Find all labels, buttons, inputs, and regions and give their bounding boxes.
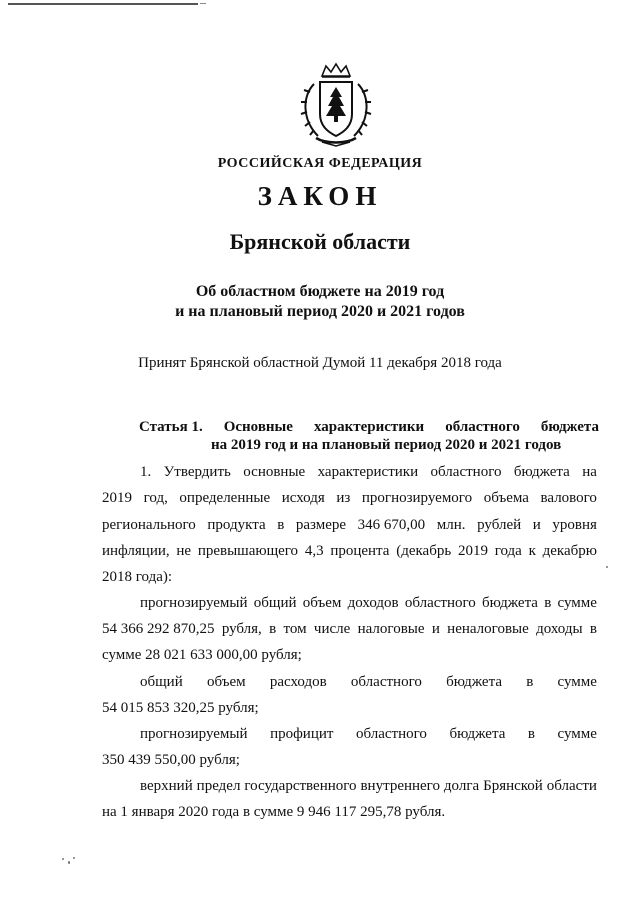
word: Брянской — [483, 778, 543, 794]
word: на — [582, 464, 597, 480]
article-heading-line-1 — [139, 419, 599, 436]
word: валового — [540, 490, 597, 506]
word: областного — [355, 726, 427, 742]
paragraph-1-line-1 — [140, 464, 597, 481]
word: превышающего — [197, 543, 299, 559]
word: уровня — [552, 517, 597, 533]
word: в — [589, 621, 597, 637]
word: бюджета — [513, 464, 570, 480]
article-word: областного — [445, 419, 520, 435]
word: 4,3 — [304, 543, 324, 559]
paragraph-5-line-1 — [140, 778, 597, 795]
paragraph-2-line-3: сумме 28 021 633 000,00 рубля; — [102, 647, 302, 663]
paragraph-1-line-2 — [102, 490, 597, 507]
law-subject-line-1: Об областном бюджете на 2019 год — [195, 283, 445, 300]
word: том — [283, 621, 307, 637]
word: рублей — [477, 517, 522, 533]
word: в — [269, 621, 277, 637]
word: прогнозируемый — [140, 595, 248, 611]
word: расходов — [269, 674, 327, 690]
word: неналоговые — [447, 621, 529, 637]
word: объема — [483, 490, 529, 506]
word: млн. — [436, 517, 466, 533]
word: в — [277, 517, 285, 533]
paragraph-2-line-1 — [140, 595, 597, 612]
word: областного — [404, 595, 476, 611]
word: доходов — [347, 595, 399, 611]
paragraph-4-line-1 — [140, 726, 597, 743]
word: и — [431, 621, 440, 637]
adoption-note: Принят Брянской областной Думой 11 декабря 2018 года — [138, 355, 502, 371]
document-type-title: ЗАКОН — [257, 181, 383, 211]
word: сумме — [557, 726, 597, 742]
word: декабрю — [542, 543, 597, 559]
word: долга — [443, 778, 480, 794]
word: года — [494, 543, 522, 559]
word: исходя — [281, 490, 325, 506]
scan-speck — [73, 857, 75, 859]
word: к — [528, 543, 536, 559]
word: характеристики — [317, 464, 419, 480]
word: процента — [330, 543, 390, 559]
article-word: Основные — [223, 419, 293, 435]
word: числе — [313, 621, 351, 637]
word: в — [544, 595, 552, 611]
word: размере — [295, 517, 347, 533]
coat-of-arms-emblem — [298, 62, 374, 148]
word: рубля, — [221, 621, 262, 637]
word: 346 670,00 — [357, 517, 426, 533]
top-edge-line — [8, 3, 198, 5]
word: прогнозируемый — [140, 726, 248, 742]
word: профицит — [270, 726, 334, 742]
word: 2019 — [102, 490, 132, 506]
word: год, — [143, 490, 168, 506]
word: областного — [430, 464, 502, 480]
article-word: характеристики — [313, 419, 425, 435]
article-word: Статья 1. — [139, 419, 203, 435]
word: в — [527, 726, 535, 742]
word: области — [546, 778, 597, 794]
word: налоговые — [357, 621, 425, 637]
word: предел — [196, 778, 241, 794]
word: сумме — [557, 674, 597, 690]
word: областного — [350, 674, 422, 690]
paragraph-1-line-4 — [102, 543, 597, 560]
word: внутреннего — [360, 778, 440, 794]
word: 1. — [140, 464, 152, 480]
word: сумме — [557, 595, 597, 611]
federation-title: РОССИЙСКАЯ ФЕДЕРАЦИЯ — [217, 156, 423, 171]
paragraph-3-line-2: 54 015 853 320,25 рубля; — [102, 700, 259, 716]
word: не — [176, 543, 192, 559]
article-word: бюджета — [540, 419, 599, 435]
word: и — [532, 517, 541, 533]
word: общий — [253, 595, 297, 611]
word: регионального — [102, 517, 196, 533]
scan-speck — [606, 566, 608, 568]
word: общий — [140, 674, 183, 690]
word: продукта — [207, 517, 266, 533]
word: Утвердить — [163, 464, 231, 480]
word: (декабрь — [396, 543, 452, 559]
word: прогнозируемого — [361, 490, 473, 506]
word: определенные — [179, 490, 271, 506]
paragraph-5-line-2: на 1 января 2020 года в сумме 9 946 117 295,78 рубля. — [102, 804, 446, 820]
word: государственного — [244, 778, 357, 794]
word: 54 366 292 870,25 — [102, 621, 215, 637]
word: инфляции, — [102, 543, 170, 559]
paragraph-4-line-2: 350 439 550,00 рубля; — [102, 752, 240, 768]
word: верхний — [140, 778, 193, 794]
paragraph-1-line-3 — [102, 517, 597, 534]
scan-speck — [62, 858, 64, 860]
word: объем — [206, 674, 246, 690]
word: 2019 — [457, 543, 488, 559]
word: в — [526, 674, 534, 690]
word: доходы — [536, 621, 583, 637]
paragraph-2-line-2 — [102, 621, 597, 638]
word: из — [336, 490, 351, 506]
word: основные — [243, 464, 306, 480]
scan-speck — [68, 861, 70, 864]
article-heading — [139, 419, 599, 454]
paragraph-1-line-5: 2018 года): — [102, 569, 173, 585]
word: бюджета — [446, 674, 502, 690]
top-edge-dash — [200, 3, 206, 4]
word: бюджета — [449, 726, 506, 742]
paragraph-3-line-1 — [140, 674, 597, 691]
law-subject-line-2: и на плановый период 2020 и 2021 годов — [175, 303, 465, 320]
article-heading-line-2: на 2019 год и на плановый период 2020 и 2021 годов — [211, 437, 562, 453]
word: бюджета — [482, 595, 538, 611]
word: объем — [302, 595, 342, 611]
region-title: Брянской области — [229, 229, 411, 254]
